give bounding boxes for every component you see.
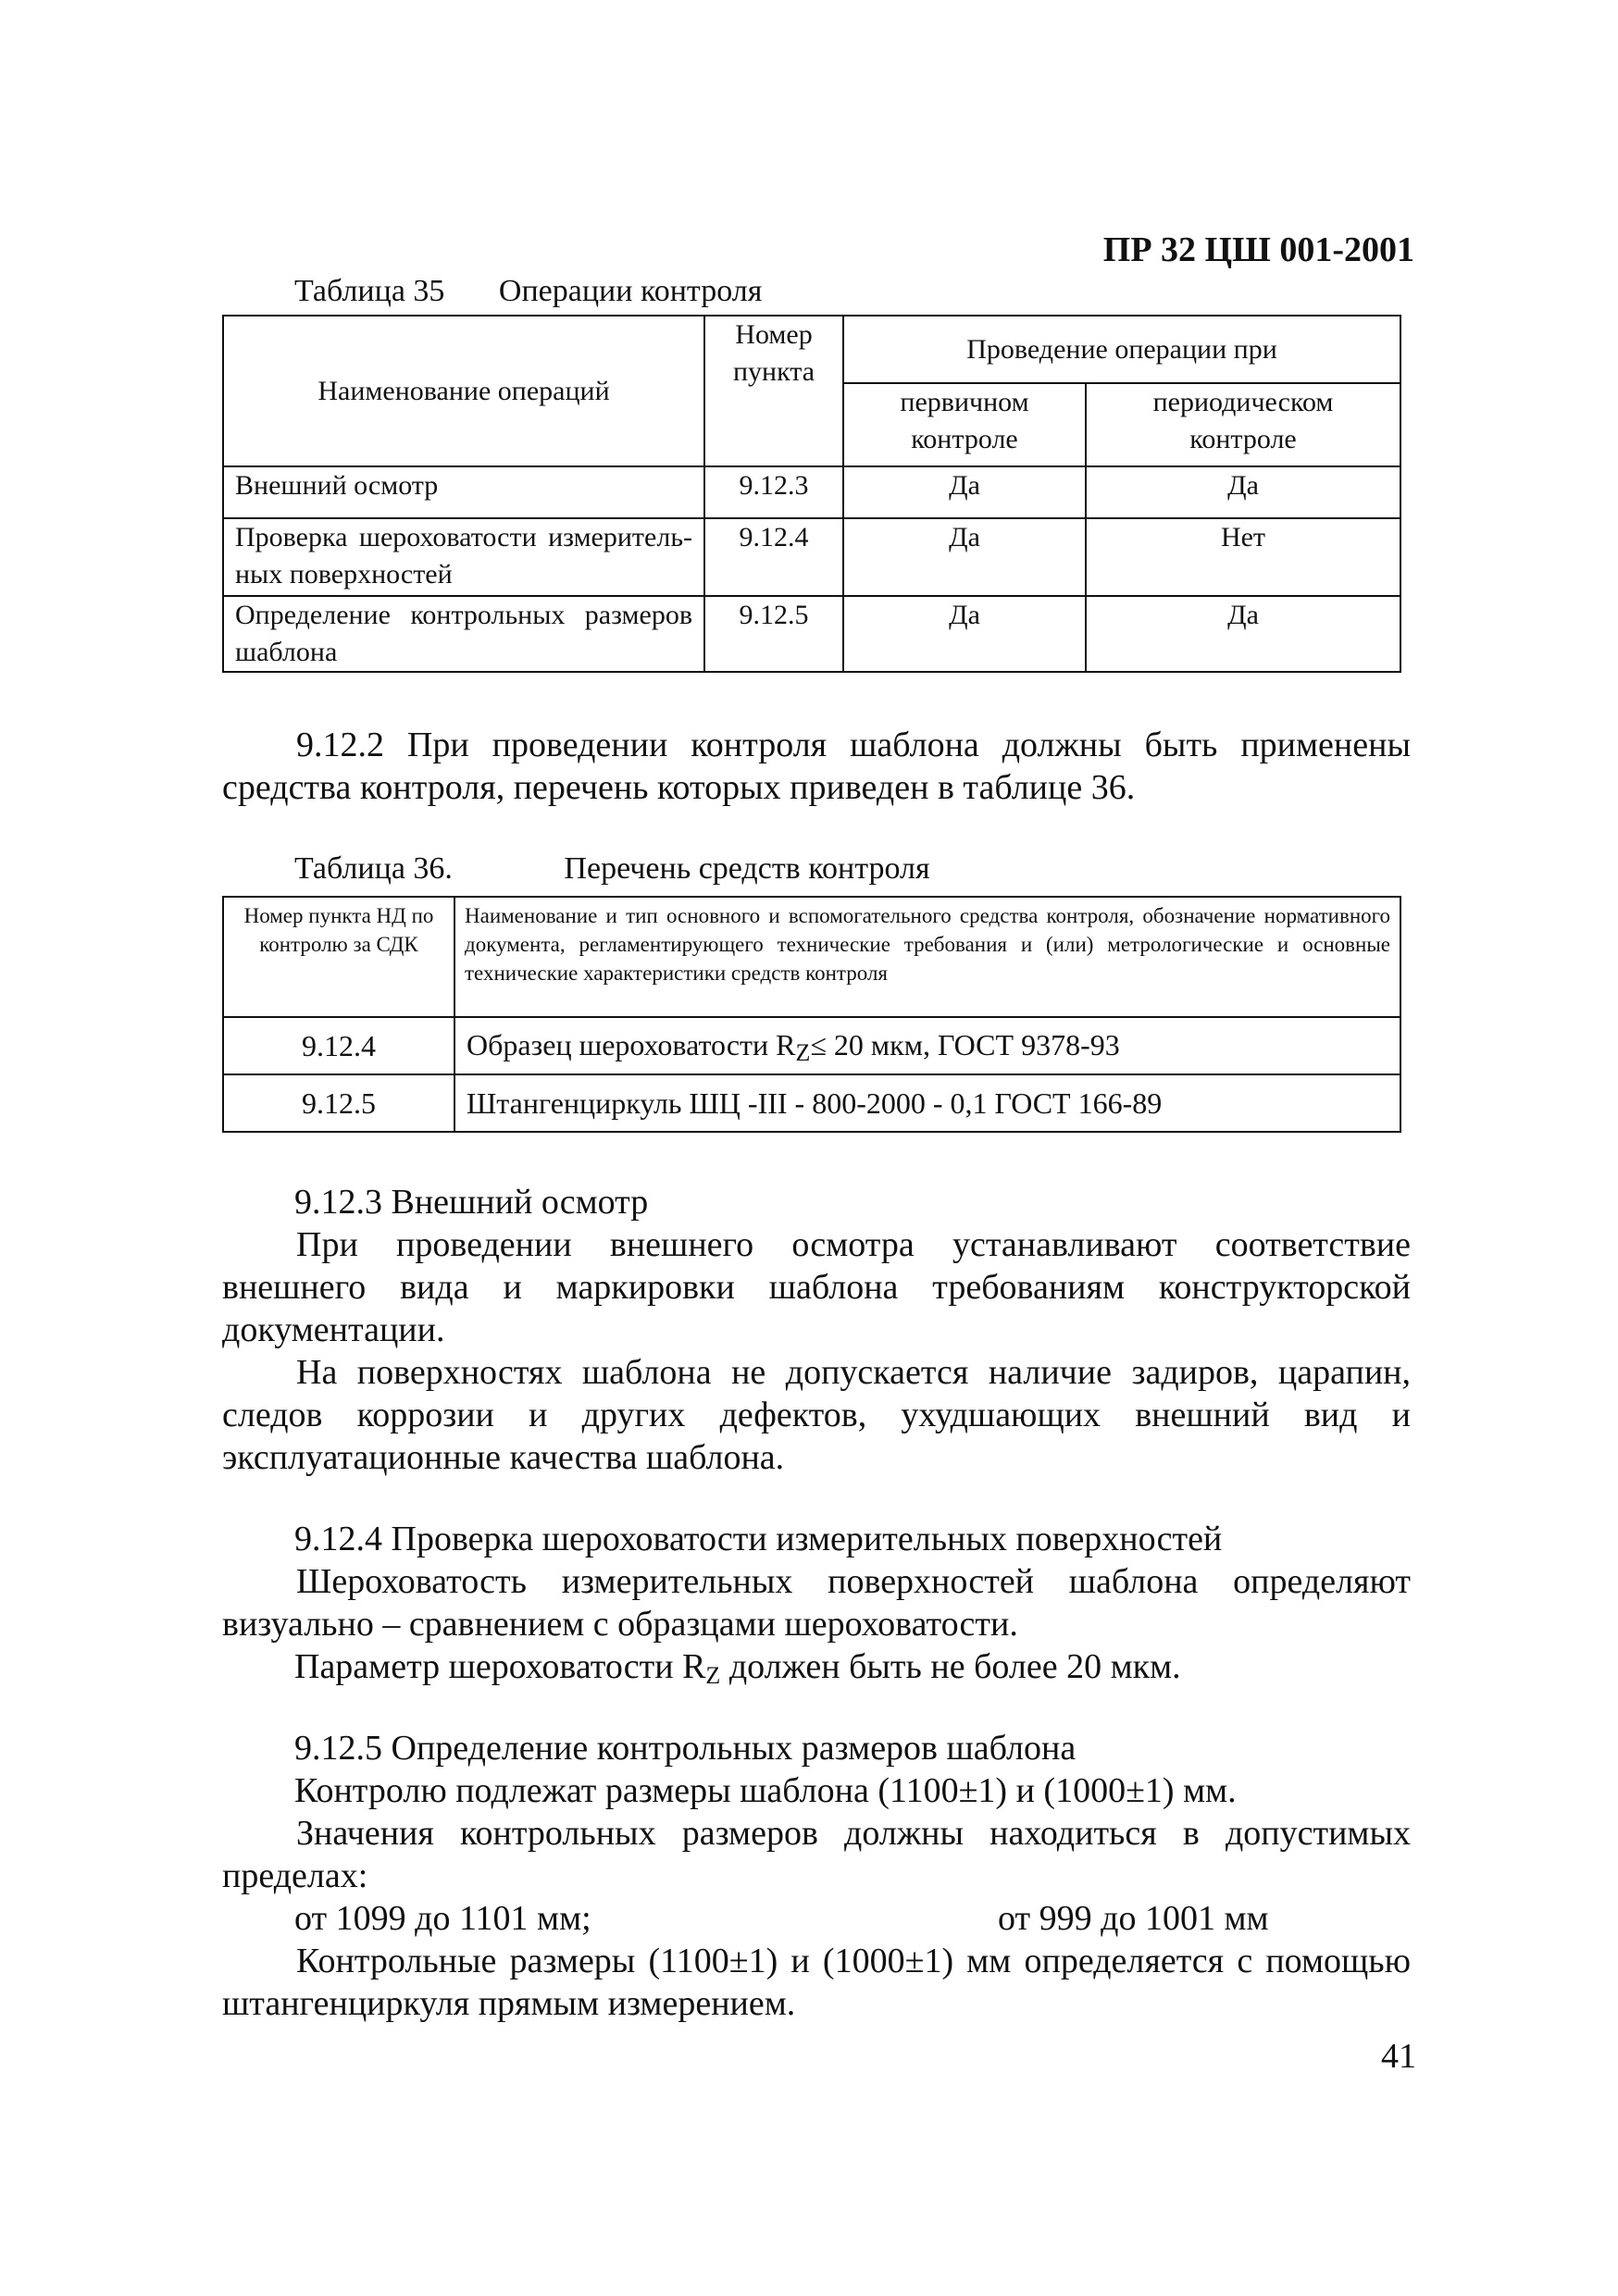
page-number: 41 [1381,2037,1416,2076]
paragraph-9-12-2: 9.12.2 При проведении контроля шаблона должны быть применены средства контроля, перечень которых приведен в таблице 36. [222,726,1411,807]
periodic-value: Да [1086,596,1400,672]
operation-name-line: Проверка шероховатости измеритель- [235,522,692,552]
item-number: 9.12.4 [704,518,843,596]
paragraph: Значения контрольных размеров должны находиться в допустимых пределах: [222,1814,1411,1895]
paragraph: Контрольные размеры (1100±1) и (1000±1) мм определяется с помощью штангенциркуля прямым измерением. [222,1942,1411,2023]
paragraph: При проведении внешнего осмотра устанавливают соответствие внешнего вида и маркировки шаблона требованиям конструкторской документации. [222,1225,1411,1349]
table-row [223,1074,1400,1132]
primary-value: Да [843,518,1086,596]
table-row [223,596,1400,672]
item-number: 9.12.3 [704,466,843,518]
table-36 [222,896,1401,1133]
header-primary-control: первичном контроле [843,383,1086,466]
control-item-number: 9.12.4 [223,1017,454,1074]
subscript: Z [705,1662,721,1689]
paragraph [294,1645,1181,1692]
table-36-title: Перечень средств контроля [564,851,930,886]
section-title-9-12-5: 9.12.5 Определение контрольных размеров шаблона [294,1729,1077,1768]
header-control-item-number: Номер пункта НД по контролю за СДК [223,897,454,1017]
table-row [223,1017,1400,1074]
primary-value: Да [843,466,1086,518]
range-second: от 999 до 1001 мм [998,1899,1269,1938]
table-row [223,466,1400,518]
control-means [454,1017,1400,1074]
paragraph-text: должен быть не более 20 мкм. [720,1647,1181,1686]
control-means-text: ≤ 20 мкм, ГОСТ 9378-93 [810,1027,1120,1061]
table-36-label: Таблица 36. [294,851,453,886]
paragraph-text: Параметр шероховатости R [294,1647,706,1686]
section-title-9-12-4: 9.12.4 Проверка шероховатости измерительных поверхностей [294,1520,1223,1558]
section-title-9-12-3: 9.12.3 Внешний осмотр [294,1183,649,1222]
paragraph: На поверхностях шаблона не допускается наличие задиров, царапин, следов коррозии и других дефектов, ухудшающих внешний вид и эксплуатационные качества шаблона. [222,1353,1411,1477]
document-code: ПР 32 ЦШ 001-2001 [1102,230,1414,269]
operation-name: Внешний осмотр [223,466,704,518]
table-36-caption [294,851,930,887]
subscript: Z [795,1038,811,1066]
primary-value: Да [843,596,1086,672]
header-operation-group: Проведение операции при [843,316,1400,383]
operation-name-line: Определение контрольных размеров [235,600,692,630]
paragraph: Шероховатость измерительных поверхностей шаблона определяют визуально – сравнением с образцами шероховатости. [222,1562,1411,1644]
control-means: Штангенциркуль ШЦ -III - 800-2000 - 0,1 ГОСТ 166-89 [454,1074,1400,1132]
item-number: 9.12.5 [704,596,843,672]
table-35-caption [294,274,762,309]
table-row [223,518,1400,596]
control-item-number: 9.12.5 [223,1074,454,1132]
control-means-text: Образец шероховатости R [467,1027,796,1061]
table-35-title: Операции контроля [498,274,763,308]
header-control-means: Наименование и тип основного и вспомогательного средства контроля, обозначение нормативного документа, регламентирующего технические требования и (или) метрологические и основные технические характеристики средств контроля [454,897,1400,1017]
range-first: от 1099 до 1101 мм; [294,1899,591,1938]
table-35-label: Таблица 35 [294,274,445,308]
operation-name-line: шаблона [235,637,338,667]
operation-name [223,596,704,672]
periodic-value: Нет [1086,518,1400,596]
header-operation-name: Наименование операций [223,316,704,466]
operation-name [223,518,704,596]
operation-name-line: ных поверхностей [235,559,453,590]
header-item-number: Номер пункта [704,316,843,466]
paragraph: Контролю подлежат размеры шаблона (1100±1) и (1000±1) мм. [294,1771,1237,1810]
periodic-value: Да [1086,466,1400,518]
header-periodic-control: периодическом контроле [1086,383,1400,466]
table-35 [222,315,1401,673]
